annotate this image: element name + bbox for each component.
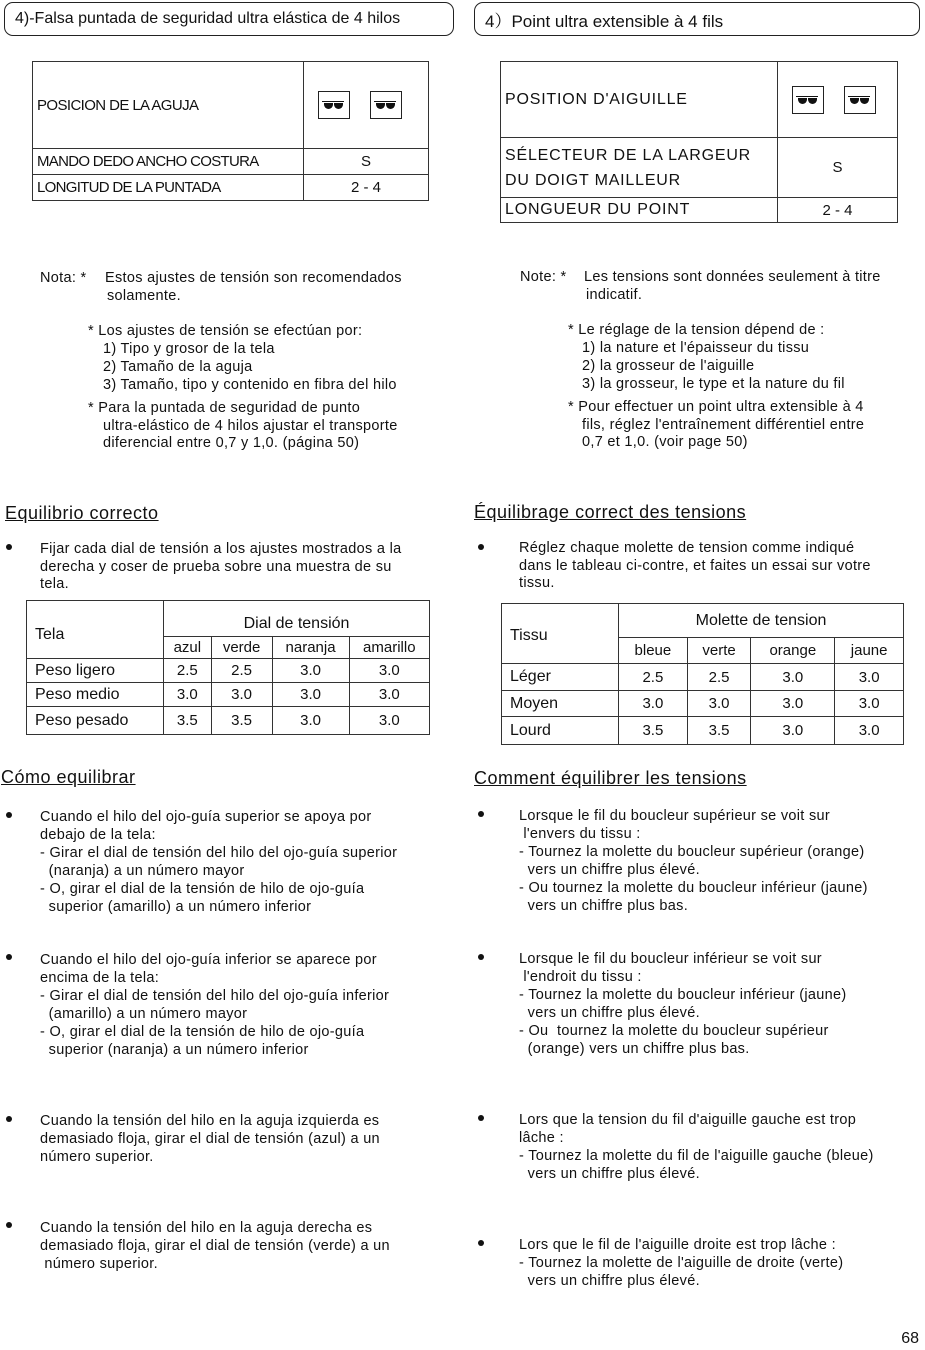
tension-row-label: Peso medio bbox=[27, 683, 164, 707]
tension-cell: 3.5 bbox=[164, 707, 212, 735]
balance-text-es: tela. bbox=[40, 576, 69, 592]
bullet-icon bbox=[6, 954, 12, 960]
tension-cell: 3.5 bbox=[211, 707, 272, 735]
balance-text-fr: tissu. bbox=[519, 575, 555, 591]
tension-cell: 2.5 bbox=[211, 659, 272, 683]
instruction-line: (orange) vers un chiffre plus bas. bbox=[519, 1041, 750, 1057]
instruction-line: Cuando el hilo del ojo-guía superior se apoya por bbox=[40, 809, 372, 825]
needle-icon bbox=[370, 91, 402, 119]
width-label-fr-line2: DU DOIGT MAILLEUR bbox=[505, 171, 681, 189]
tension-cell: 2.5 bbox=[164, 659, 212, 683]
tension-cell: 2.5 bbox=[687, 664, 751, 691]
length-label-fr: LONGUEUR DU POINT bbox=[501, 198, 778, 223]
note-fr-line: fils, réglez l'entraînement différentiel entre bbox=[582, 417, 865, 433]
tension-cell: 3.0 bbox=[272, 707, 349, 735]
instruction-line: Cuando la tensión del hilo en la aguja izquierda es bbox=[40, 1113, 380, 1129]
balance-text-es: Fijar cada dial de tensión a los ajustes mostrados a la bbox=[40, 541, 402, 557]
tension-cell: 3.0 bbox=[751, 664, 835, 691]
tension-fabric-header-fr: Tissu bbox=[502, 604, 619, 664]
tension-row-label: Peso ligero bbox=[27, 659, 164, 683]
instruction-line: - Tournez la molette du boucleur supérieur (orange) bbox=[519, 844, 865, 860]
width-label-fr-line1: SÉLECTEUR DE LA LARGEUR bbox=[505, 146, 752, 164]
tension-cell: 3.0 bbox=[349, 707, 429, 735]
tension-row bbox=[502, 717, 904, 745]
instruction-line: (amarillo) a un número mayor bbox=[40, 1006, 248, 1022]
balance-title-fr: Équilibrage correct des tensions bbox=[474, 502, 747, 522]
tension-dial-header-es: Dial de tensión bbox=[164, 601, 430, 637]
instruction-line: debajo de la tela: bbox=[40, 827, 156, 843]
bullet-icon bbox=[478, 1240, 484, 1246]
note-fr-line: 0,7 et 1,0. (voir page 50) bbox=[582, 434, 748, 450]
note-es-line: 1) Tipo y grosor de la tela bbox=[103, 341, 275, 357]
tension-row-label: Lourd bbox=[502, 717, 619, 745]
instruction-line: - Girar el dial de tensión del hilo del ojo-guía superior bbox=[40, 845, 398, 861]
note-es-line: * Para la puntada de seguridad de punto bbox=[88, 400, 361, 416]
tension-row-label: Léger bbox=[502, 664, 619, 691]
instruction-line: superior (amarillo) a un número inferior bbox=[40, 899, 312, 915]
instruction-line: Lorsque le fil du boucleur supérieur se voit sur bbox=[519, 808, 831, 824]
instruction-line: - O, girar el dial de la tensión de hilo de ojo-guía bbox=[40, 1024, 365, 1040]
instruction-line: vers un chiffre plus élevé. bbox=[519, 1273, 700, 1289]
instruction-line: Lors que la tension du fil d'aiguille gauche est trop bbox=[519, 1112, 857, 1128]
tension-cell: 3.0 bbox=[164, 683, 212, 707]
width-value-es: S bbox=[304, 149, 429, 175]
needle-icon bbox=[318, 91, 350, 119]
tension-fabric-header-es: Tela bbox=[27, 601, 164, 659]
bullet-icon bbox=[478, 544, 484, 550]
instruction-line: l'endroit du tissu : bbox=[519, 969, 642, 985]
tension-cell: 3.0 bbox=[272, 659, 349, 683]
needle-position-label-es: POSICION DE LA AGUJA bbox=[33, 62, 304, 149]
tension-cell: 3.0 bbox=[272, 683, 349, 707]
header-es-text: 4)-Falsa puntada de seguridad ultra elástica de 4 hilos bbox=[15, 10, 401, 27]
instruction-line: Lors que le fil de l'aiguille droite est trop lâche : bbox=[519, 1237, 836, 1253]
tension-row-label: Moyen bbox=[502, 691, 619, 717]
tension-cell: 3.0 bbox=[349, 683, 429, 707]
note-es-line: 2) Tamaño de la aguja bbox=[103, 359, 253, 375]
instruction-line: demasiado floja, girar el dial de tensión (verde) a un bbox=[40, 1238, 390, 1254]
tension-dial-header-fr: Molette de tension bbox=[619, 604, 904, 638]
width-label-es: MANDO DEDO ANCHO COSTURA bbox=[33, 149, 304, 175]
instruction-line: - Girar el dial de tensión del hilo del ojo-guía inferior bbox=[40, 988, 390, 1004]
tension-cell: 3.0 bbox=[835, 717, 904, 745]
balance-text-fr: Réglez chaque molette de tension comme indiqué bbox=[519, 540, 855, 556]
instruction-line: (naranja) a un número mayor bbox=[40, 863, 245, 879]
instruction-line: número superior. bbox=[40, 1256, 158, 1272]
needle-position-label-fr: POSITION D'AIGUILLE bbox=[501, 62, 778, 138]
tension-table-fr bbox=[501, 603, 904, 745]
needle-icon bbox=[792, 86, 824, 114]
tension-cell: 3.0 bbox=[619, 691, 688, 717]
note-es-line: diferencial entre 0,7 y 1,0. (página 50) bbox=[103, 435, 360, 451]
needle-position-value-fr bbox=[778, 62, 898, 138]
tension-table-es bbox=[26, 600, 430, 735]
note-fr-line: * Le réglage de la tension dépend de : bbox=[568, 322, 825, 338]
instruction-line: demasiado floja, girar el dial de tensión (azul) a un bbox=[40, 1131, 380, 1147]
instruction-line: Lorsque le fil du boucleur inférieur se voit sur bbox=[519, 951, 822, 967]
tension-cell: 2.5 bbox=[619, 664, 688, 691]
instruction-line: vers un chiffre plus élevé. bbox=[519, 1166, 700, 1182]
note-fr-line: 3) la grosseur, le type et la nature du fil bbox=[582, 376, 845, 392]
width-value-fr: S bbox=[778, 138, 898, 198]
needle-icon bbox=[844, 86, 876, 114]
note-es-prefix: Nota: * bbox=[40, 270, 87, 286]
note-fr-line: 2) la grosseur de l'aiguille bbox=[582, 358, 755, 374]
instruction-line: vers un chiffre plus élevé. bbox=[519, 1005, 700, 1021]
tension-row bbox=[27, 707, 430, 735]
tension-col-header: bleue bbox=[619, 638, 688, 664]
note-fr-line: * Pour effectuer un point ultra extensible à 4 bbox=[568, 399, 864, 415]
instruction-line: Cuando la tensión del hilo en la aguja derecha es bbox=[40, 1220, 373, 1236]
settings-table-fr bbox=[500, 61, 898, 223]
how-title-es: Cómo equilibrar bbox=[1, 767, 136, 787]
how-title-fr: Comment équilibrer les tensions bbox=[474, 768, 747, 788]
length-label-es: LONGITUD DE LA PUNTADA bbox=[33, 175, 304, 201]
instruction-line: número superior. bbox=[40, 1149, 154, 1165]
settings-table-es bbox=[32, 61, 429, 201]
note-es-line: Estos ajustes de tensión son recomendados bbox=[105, 270, 402, 286]
instruction-line: Cuando el hilo del ojo-guía inferior se aparece por bbox=[40, 952, 377, 968]
tension-col-header: verte bbox=[687, 638, 751, 664]
instruction-line: l'envers du tissu : bbox=[519, 826, 641, 842]
header-fr bbox=[474, 2, 920, 36]
balance-text-fr: dans le tableau ci-contre, et faites un essai sur votre bbox=[519, 558, 871, 574]
instruction-line: - Tournez la molette de l'aiguille de droite (verte) bbox=[519, 1255, 844, 1271]
note-fr-line: Les tensions sont données seulement à titre bbox=[584, 269, 881, 285]
tension-col-header: azul bbox=[164, 637, 212, 659]
tension-row-label: Peso pesado bbox=[27, 707, 164, 735]
width-label-fr bbox=[501, 138, 778, 198]
tension-row bbox=[502, 664, 904, 691]
tension-cell: 3.0 bbox=[349, 659, 429, 683]
tension-row bbox=[27, 683, 430, 707]
needle-position-value-es bbox=[304, 62, 429, 149]
tension-cell: 3.0 bbox=[687, 691, 751, 717]
tension-cell: 3.5 bbox=[619, 717, 688, 745]
tension-cell: 3.0 bbox=[751, 717, 835, 745]
instruction-line: - Tournez la molette du boucleur inférieur (jaune) bbox=[519, 987, 847, 1003]
bullet-icon bbox=[6, 812, 12, 818]
tension-col-header: naranja bbox=[272, 637, 349, 659]
instruction-line: vers un chiffre plus bas. bbox=[519, 898, 689, 914]
bullet-icon bbox=[478, 1115, 484, 1121]
page-number: 68 bbox=[901, 1330, 919, 1347]
header-es bbox=[4, 2, 454, 36]
instruction-line: superior (naranja) a un número inferior bbox=[40, 1042, 309, 1058]
bullet-icon bbox=[478, 811, 484, 817]
bullet-icon bbox=[478, 954, 484, 960]
tension-cell: 3.5 bbox=[687, 717, 751, 745]
tension-col-header: amarillo bbox=[349, 637, 429, 659]
length-value-fr: 2 - 4 bbox=[778, 198, 898, 223]
note-fr-prefix: Note: * bbox=[520, 269, 567, 285]
instruction-line: - O, girar el dial de la tensión de hilo de ojo-guía bbox=[40, 881, 365, 897]
bullet-icon bbox=[6, 1116, 12, 1122]
balance-title-es: Equilibrio correcto bbox=[5, 503, 159, 523]
note-fr-line: indicatif. bbox=[586, 287, 643, 303]
instruction-line: - Tournez la molette du fil de l'aiguille gauche (bleue) bbox=[519, 1148, 874, 1164]
note-es-line: 3) Tamaño, tipo y contenido en fibra del hilo bbox=[103, 377, 397, 393]
tension-col-header: orange bbox=[751, 638, 835, 664]
bullet-icon bbox=[6, 544, 12, 550]
note-es-line: ultra-elástico de 4 hilos ajustar el transporte bbox=[103, 418, 398, 434]
instruction-line: vers un chiffre plus élevé. bbox=[519, 862, 700, 878]
tension-cell: 3.0 bbox=[751, 691, 835, 717]
instruction-line: - Ou tournez la molette du boucleur supérieur bbox=[519, 1023, 829, 1039]
tension-col-header: verde bbox=[211, 637, 272, 659]
balance-text-es: derecha y coser de prueba sobre una muestra de su bbox=[40, 559, 392, 575]
header-fr-text: 4）Point ultra extensible à 4 fils bbox=[485, 11, 724, 31]
length-value-es: 2 - 4 bbox=[304, 175, 429, 201]
note-es-line: * Los ajustes de tensión se efectúan por: bbox=[88, 323, 363, 339]
note-fr-line: 1) la nature et l'épaisseur du tissu bbox=[582, 340, 810, 356]
bullet-icon bbox=[6, 1222, 12, 1228]
instruction-line: encima de la tela: bbox=[40, 970, 160, 986]
tension-row bbox=[27, 659, 430, 683]
instruction-line: lâche : bbox=[519, 1130, 564, 1146]
tension-cell: 3.0 bbox=[835, 691, 904, 717]
tension-cell: 3.0 bbox=[835, 664, 904, 691]
tension-row bbox=[502, 691, 904, 717]
tension-cell: 3.0 bbox=[211, 683, 272, 707]
tension-col-header: jaune bbox=[835, 638, 904, 664]
note-es-line: solamente. bbox=[107, 288, 181, 304]
instruction-line: - Ou tournez la molette du boucleur inférieur (jaune) bbox=[519, 880, 868, 896]
